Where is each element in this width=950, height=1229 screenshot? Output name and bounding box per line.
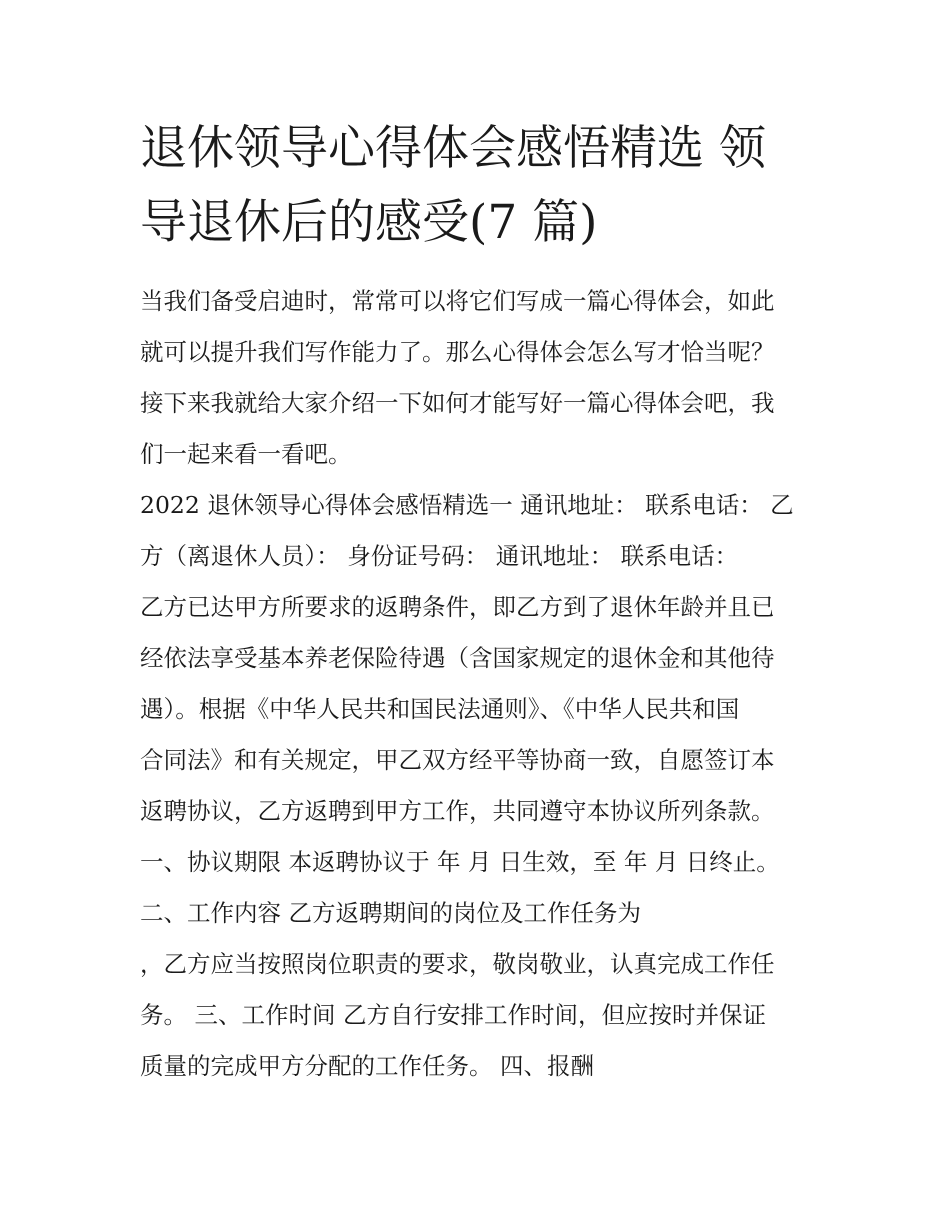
agreement-line-7: 返聘协议，乙方返聘到甲方工作，共同遵守本协议所列条款。 [140, 797, 775, 825]
document-title [140, 112, 820, 260]
title-line-1: 退休领导心得体会感悟精选 领 [140, 121, 766, 176]
agreement-line-3: 乙方已达甲方所要求的返聘条件，即乙方到了退休年龄并且已 [140, 593, 775, 621]
agreement-line-9: 二、工作内容 乙方返聘期间的岗位及工作任务为 [140, 899, 641, 927]
agreement-line-2: 方（离退休人员）： 身份证号码： 通讯地址： 联系电话： [140, 542, 739, 570]
intro-line-4: 们一起来看一看吧。 [140, 440, 352, 468]
agreement-line-11: 务。 三、工作时间 乙方自行安排工作时间，但应按时并保证 [140, 1001, 766, 1029]
agreement-paragraph [140, 480, 820, 1092]
agreement-line-8: 一、协议期限 本返聘协议于 年 月 日生效，至 年 月 日终止。 [140, 848, 780, 876]
agreement-line-12: 质量的完成甲方分配的工作任务。 四、报酬 [140, 1052, 594, 1080]
intro-line-3: 接下来我就给大家介绍一下如何才能写好一篇心得体会吧，我 [140, 389, 775, 417]
intro-paragraph [140, 276, 820, 480]
agreement-line-6: 合同法》和有关规定，甲乙双方经平等协商一致，自愿签订本 [140, 746, 775, 774]
agreement-line-1: 2022 退休领导心得体会感悟精选一 通讯地址： 联系电话： 乙 [140, 491, 794, 519]
agreement-line-10: ，乙方应当按照岗位职责的要求，敬岗敬业，认真完成工作任 [140, 950, 775, 978]
title-line-2: 导退休后的感受(7 篇) [140, 195, 598, 250]
agreement-line-4: 经依法享受基本养老保险待遇（含国家规定的退休金和其他待 [140, 644, 775, 672]
intro-line-1: 当我们备受启迪时，常常可以将它们写成一篇心得体会，如此 [140, 287, 775, 315]
agreement-line-5: 遇）。根据《中华人民共和国民法通则》、《中华人民共和国 [140, 695, 740, 723]
intro-line-2: 就可以提升我们写作能力了。那么心得体会怎么写才恰当呢？ [140, 338, 775, 366]
